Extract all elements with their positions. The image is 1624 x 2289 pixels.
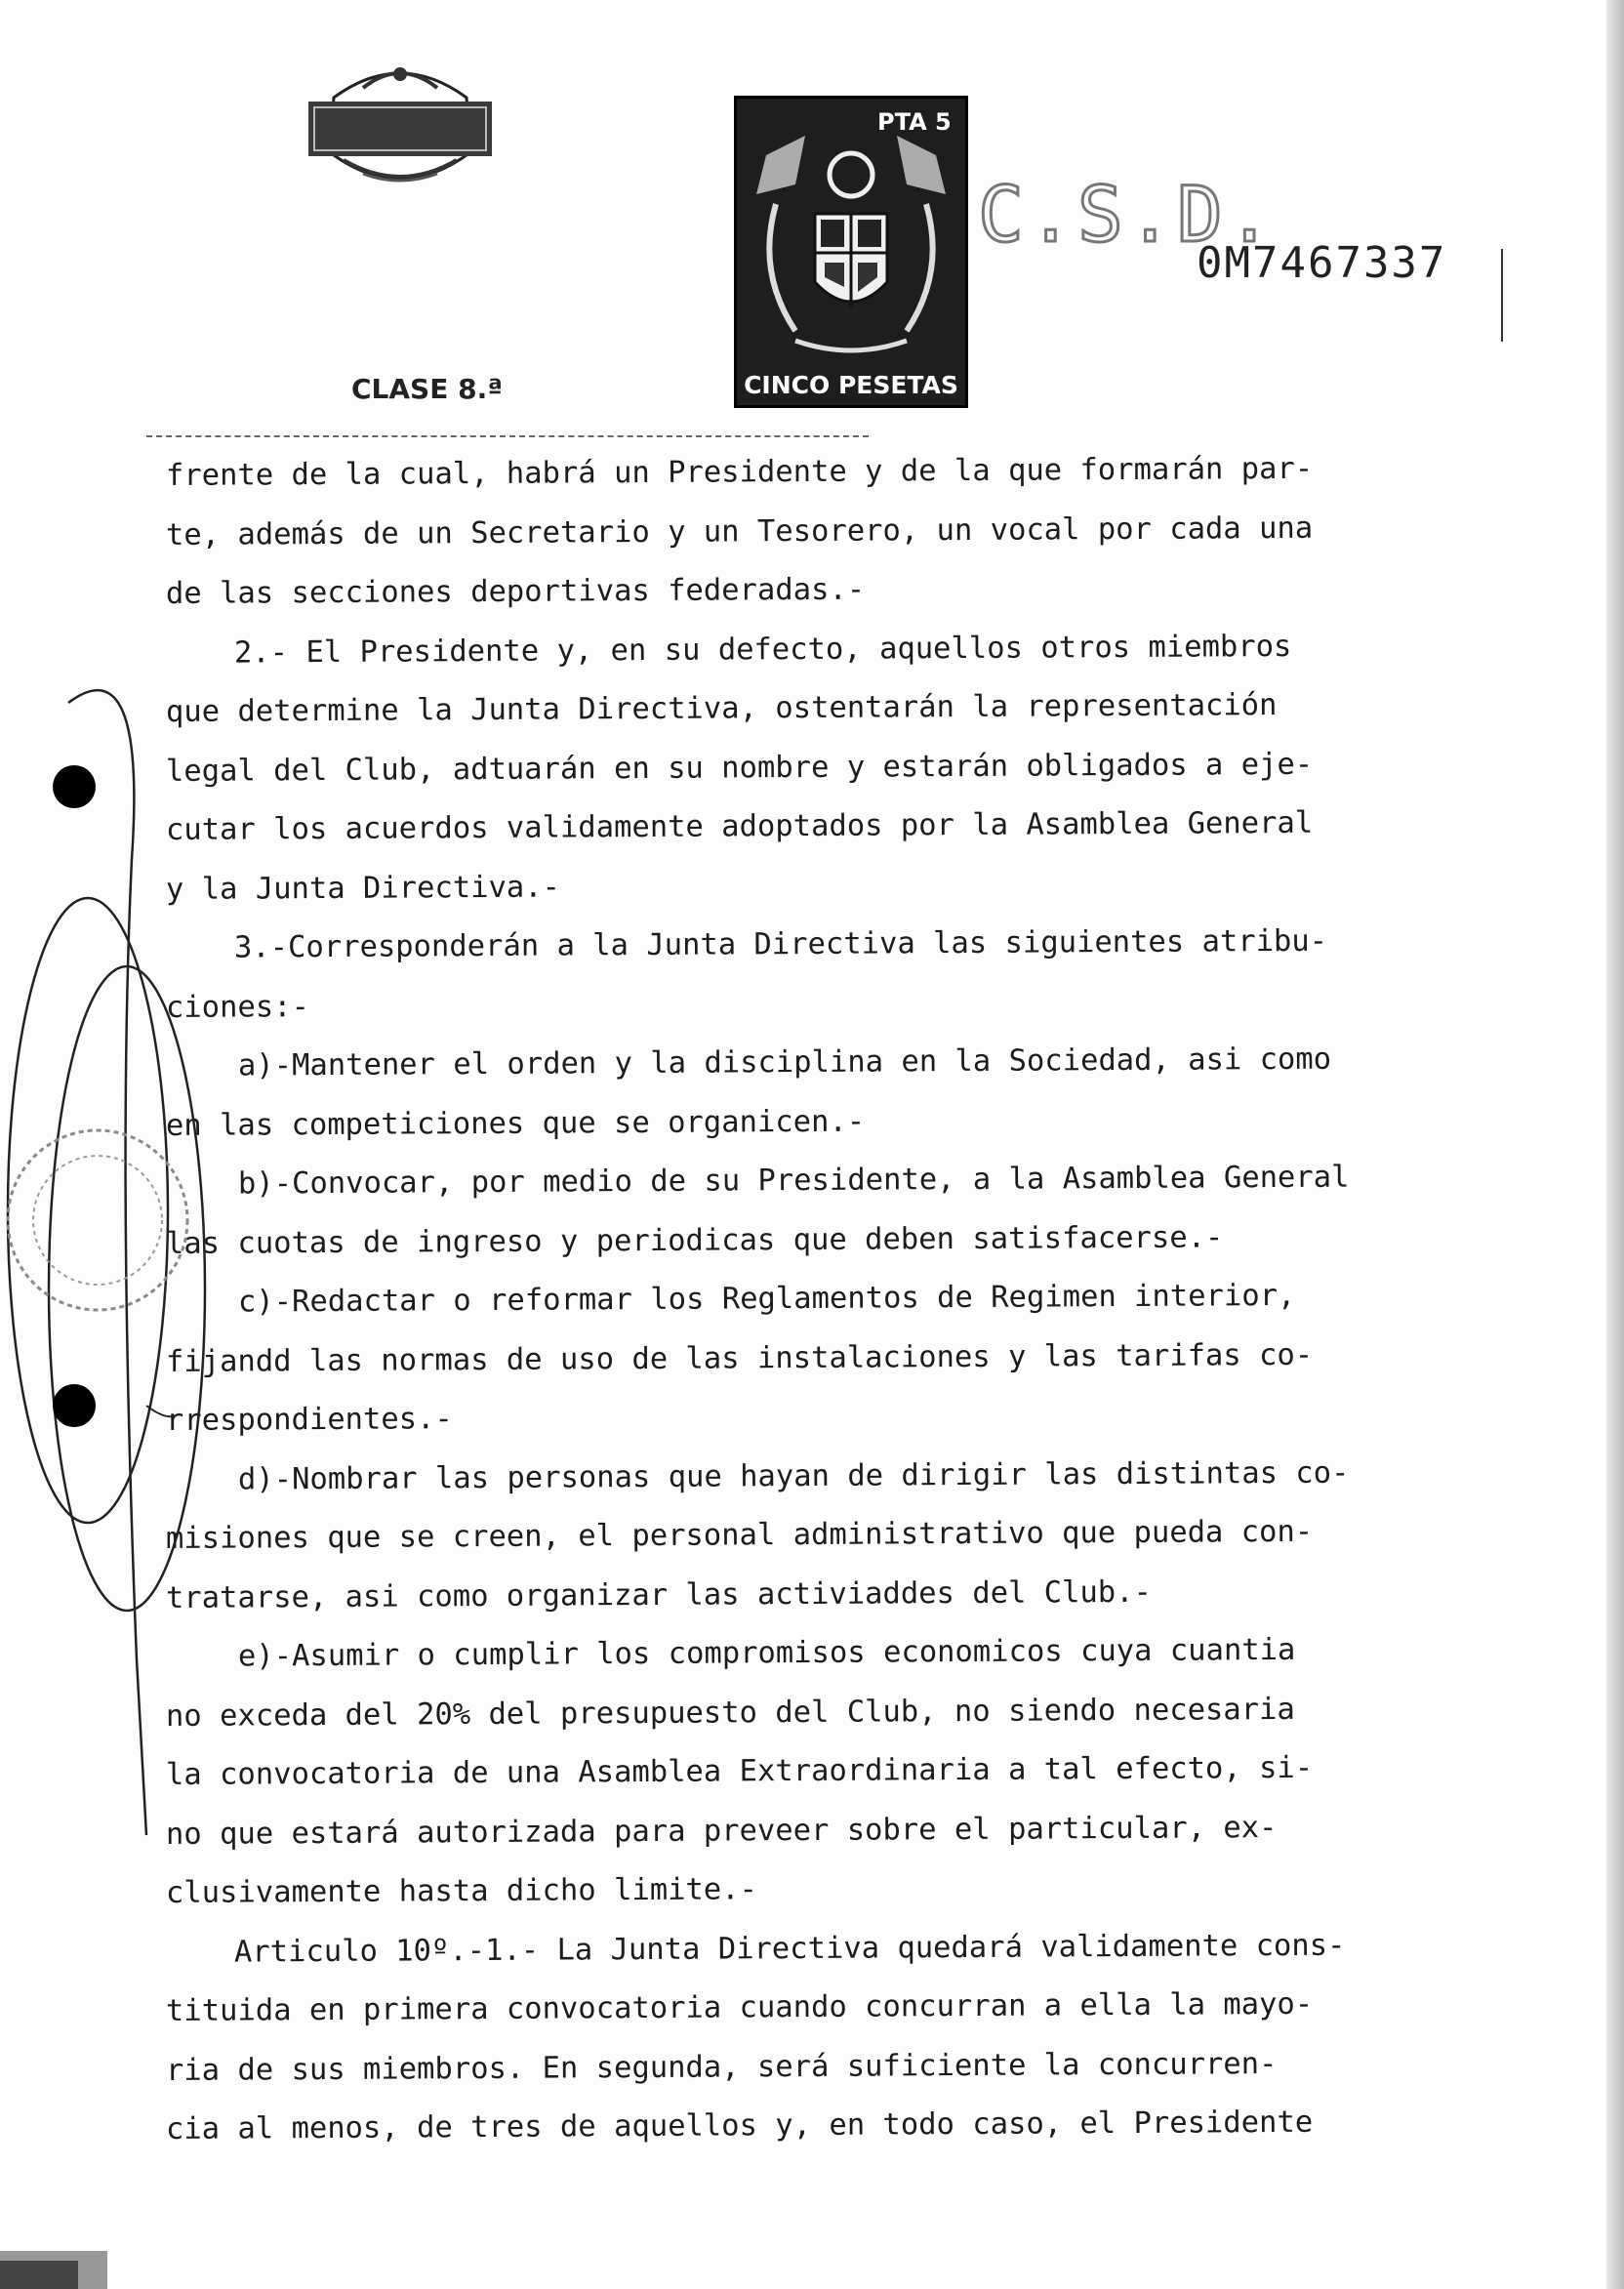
text-line: te, además de un Secretario y un Tesorero, un vocal por cada una: [165, 511, 1314, 552]
text-line: frente de la cual, habrá un Presidente y de la que formarán par-: [165, 451, 1314, 493]
text-line: 3.-Corresponderán a la Junta Directiva las siguientes atribu-: [233, 923, 1328, 965]
text-line: b)-Convocar, por medio de su Presidente, a la Asamblea General: [237, 1160, 1350, 1202]
text-line: y la Junta Directiva.-: [165, 870, 561, 907]
stamp-value: PTA 5: [873, 108, 955, 136]
margin-annotations: [0, 664, 234, 1894]
stamp-mark: C.S.D.: [978, 172, 1277, 260]
margin-rule: [1501, 249, 1503, 342]
text-line: que determine la Junta Directiva, ostentarán la representación: [165, 688, 1278, 729]
text-line: fijandd las normas de uso de las instalaciones y las tarifas co-: [165, 1337, 1314, 1379]
timbre-seal-icon: [304, 59, 496, 195]
document-body: [166, 447, 1474, 2160]
text-line: 2.- El Presidente y, en su defecto, aquellos otros miembros: [233, 629, 1292, 671]
text-line: las cuotas de ingreso y periodicas que deben satisfacerse.-: [165, 1219, 1224, 1261]
text-line: clusivamente hasta dicho limite.-: [165, 1872, 758, 1910]
text-line: tituida en primera convocatoria cuando concurran a ella la mayo-: [165, 1986, 1314, 2028]
scan-smudge: [0, 2241, 107, 2289]
text-line: e)-Asumir o cumplir los compromisos economicos cuya cuantia: [237, 1632, 1296, 1674]
punch-hole: [53, 765, 96, 808]
text-line: cutar los acuerdos validamente adoptados por la Asamblea General: [165, 805, 1314, 847]
text-line: d)-Nombrar las personas que hayan de dirigir las distintas co-: [237, 1455, 1350, 1497]
text-line: tratarse, asi como organizar las activiaddes del Club.-: [165, 1574, 1153, 1615]
text-line: la convocatoria de una Asamblea Extraordinaria a tal efecto, si-: [165, 1750, 1314, 1792]
text-line: rrespondientes.-: [165, 1402, 453, 1438]
fiscal-stamp: [734, 96, 968, 408]
text-line: de las secciones deportivas federadas.-: [165, 572, 866, 611]
header-divider: [146, 435, 869, 437]
text-line: c)-Redactar o reformar los Reglamentos de Regimen interior,: [237, 1278, 1296, 1320]
text-line: ria de sus miembros. En segunda, será suficiente la concurren-: [165, 2046, 1278, 2088]
text-line: no exceda del 20% del presupuesto del Club, no siendo necesaria: [165, 1692, 1295, 1734]
text-line: ciones:-: [165, 989, 310, 1025]
text-line: en las competiciones que se organicen.-: [165, 1104, 866, 1143]
text-line: misiones que se creen, el personal administrativo que pueda con-: [165, 1514, 1314, 1556]
stamp-label: CINCO PESETAS: [744, 371, 958, 399]
punch-hole: [53, 1384, 96, 1427]
scan-edge: [1606, 0, 1624, 2289]
text-line: a)-Mantener el orden y la disciplina en la Sociedad, asi como: [237, 1042, 1332, 1083]
coat-of-arms-icon: [737, 116, 965, 370]
text-line: cia al menos, de tres de aquellos y, en todo caso, el Presidente: [165, 2105, 1314, 2146]
text-line: no que estará autorizada para preveer sobre el particular, ex-: [165, 1810, 1278, 1852]
text-line: Articulo 10º.-1.- La Junta Directiva quedará validamente cons-: [233, 1928, 1346, 1970]
serial-number: 0M7467337: [1197, 238, 1447, 288]
clase-label: CLASE 8.ª: [351, 373, 504, 405]
text-line: legal del Club, adtuarán en su nombre y estarán obligados a eje-: [165, 747, 1314, 789]
